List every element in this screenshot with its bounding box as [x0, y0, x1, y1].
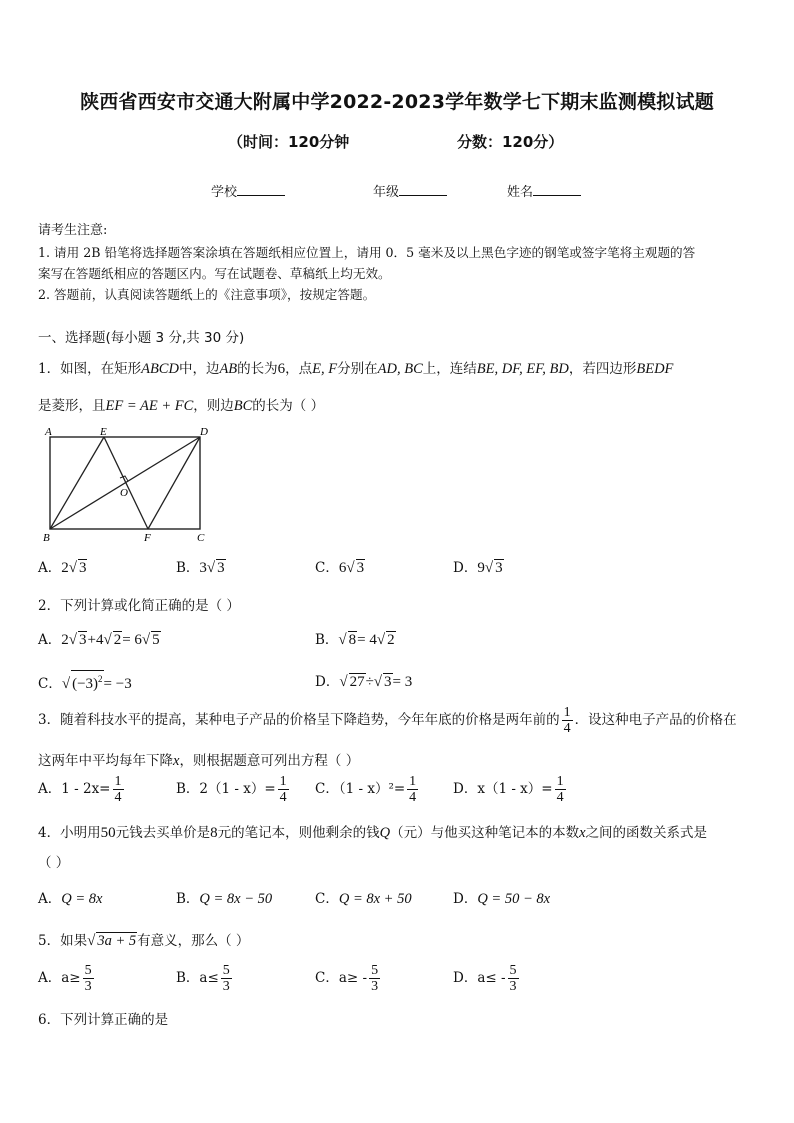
coef: 2	[61, 632, 69, 648]
q2-option-c[interactable]: C．√ $(-3)^2= -3$	[38, 670, 132, 693]
q1-condition: EF = AE + FC	[105, 398, 194, 414]
name-field	[507, 181, 581, 200]
q1-quad: BEDF	[636, 361, 674, 377]
option-expr: （1 - x）²=	[338, 781, 406, 797]
equals: = −3	[103, 676, 132, 692]
q3-variable: x	[173, 753, 180, 769]
option-label: A．	[38, 891, 62, 907]
notice-line-2: 2. 答题前，认真阅读答题纸上的《注意事项》，按规定答题。	[38, 287, 376, 302]
numerator: 1	[556, 774, 564, 789]
radicand: 2	[387, 632, 395, 648]
numerator: 1	[114, 774, 122, 789]
q4-stem-line2: （ ）	[38, 855, 70, 871]
q4-option-c[interactable]	[315, 887, 412, 908]
option-radicand: 3	[495, 560, 503, 576]
option-expr: x（1 - x）=	[477, 781, 553, 797]
option-label: C．	[315, 891, 339, 907]
q3-text: ．设这种电子产品的价格在	[574, 712, 737, 728]
equals: = 3	[392, 674, 413, 690]
numerator: 1	[409, 774, 417, 789]
label-f: F	[144, 532, 151, 544]
option-coef: 9	[477, 560, 485, 576]
q3-option-d[interactable]	[453, 774, 568, 805]
label-a: A	[45, 426, 52, 438]
q1-text: 的长为	[237, 361, 278, 377]
denominator: 3	[84, 979, 92, 994]
equals: = 6	[122, 632, 142, 648]
option-coef: 6	[338, 560, 347, 576]
option-radicand: 3	[356, 560, 365, 576]
grade-field	[373, 181, 447, 200]
q1-side: AB	[219, 361, 238, 377]
numerator: 1	[279, 774, 287, 789]
q1-option-b[interactable]: B．3√ 3	[176, 560, 225, 576]
option-expr: a≤ -	[477, 970, 506, 986]
numerator: 5	[84, 963, 92, 978]
numerator: 5	[509, 963, 517, 978]
q1-text: ，则边	[193, 398, 234, 414]
q4-text: （元）与他买这种笔记本的本数	[390, 825, 580, 841]
option-label: C．	[315, 781, 339, 797]
name-label: 姓名	[507, 185, 534, 200]
q4-variable: Q	[379, 825, 391, 841]
q5-text: 5．如果	[38, 933, 88, 949]
q4-number: 50	[100, 825, 116, 841]
q1-figure	[38, 424, 228, 546]
q1-option-d[interactable]: D．9√ 3	[453, 560, 503, 576]
option-coef: 2	[61, 560, 69, 576]
q1-segments: BE, DF, EF, BD	[476, 361, 569, 377]
label-d: D	[200, 426, 208, 438]
option-label: B．	[176, 560, 200, 576]
q5-option-c[interactable]	[315, 963, 382, 994]
q1-stem-line2	[38, 394, 324, 415]
denominator: 4	[556, 790, 564, 805]
notice-heading: 请考生注意:	[38, 223, 108, 238]
school-blank	[237, 182, 285, 196]
q4-number: 8	[210, 825, 218, 841]
label-c: C	[197, 532, 205, 544]
q3-stem-line2	[38, 749, 359, 770]
q3-text: 3．随着科技水平的提高，某种电子产品的价格呈下降趋势，今年年底的价格是两年前的	[38, 712, 560, 728]
q6-stem: 6．下列计算正确的是	[38, 1012, 169, 1028]
q5-radicand: 3a + 5	[97, 933, 137, 949]
q5-option-b[interactable]	[176, 963, 234, 994]
q3-stem-line1	[38, 705, 737, 736]
option-label: A．	[38, 560, 62, 576]
q1-text: ，点	[285, 361, 313, 377]
option-label: D．	[315, 674, 340, 690]
segment-be	[50, 437, 104, 529]
option-expr: a≥	[61, 970, 81, 986]
q1-text: 上，连结	[422, 361, 477, 377]
q1-length: 6	[277, 361, 286, 377]
option-radicand: 3	[217, 560, 225, 576]
denominator: 3	[222, 979, 230, 994]
q1-text: ，若四边形	[568, 361, 637, 377]
page-title: 陕西省西安市交通大附属中学2022-2023学年数学七下期末监测模拟试题	[80, 91, 714, 113]
denominator: 3	[371, 979, 379, 994]
exam-score: 分数：120分）	[457, 133, 564, 151]
option-label: A．	[38, 632, 62, 648]
option-coef: 3	[199, 560, 207, 576]
option-expr: a≤	[199, 970, 219, 986]
option-label: B．	[176, 891, 200, 907]
q2-stem: 2．下列计算或化简正确的是（ ）	[38, 598, 240, 614]
radicand: 2	[113, 632, 122, 648]
q4-option-a[interactable]	[38, 887, 102, 908]
q2-option-b[interactable]: B．√ 8= 4√ 2	[315, 632, 395, 648]
numerator: 5	[371, 963, 379, 978]
segment-bd	[50, 437, 200, 529]
grade-label: 年级	[373, 185, 400, 200]
option-label: B．	[176, 970, 200, 986]
operator: ÷	[365, 674, 374, 690]
radicand: 8	[348, 632, 357, 648]
q5-stem: 5．如果√ 3a + 5有意义，那么（ ）	[38, 933, 250, 949]
q1-target-side: BC	[233, 398, 253, 414]
q4-text: 元的笔记本，则他剩余的钱	[217, 825, 380, 841]
q2-option-a[interactable]: A．2√ 3+4√ 2= 6√ 5	[38, 632, 160, 648]
option-label: A．	[38, 781, 62, 797]
radicand: (−3)	[72, 676, 99, 692]
equals: = 4	[357, 632, 377, 648]
option-expr: Q = 8x	[61, 891, 103, 907]
option-expr: Q = 8x + 50	[338, 891, 412, 907]
q3-text: ，则根据题意可列出方程（ ）	[179, 753, 360, 769]
option-radicand: 3	[78, 560, 87, 576]
label-e: E	[100, 426, 107, 438]
option-label: B．	[315, 632, 339, 648]
q2-option-d[interactable]: D．√ 27÷√ 3= 3	[315, 674, 413, 690]
q1-option-c[interactable]: C．6√ 3	[315, 560, 365, 576]
q3-option-b[interactable]	[176, 774, 291, 805]
option-label: D．	[453, 970, 478, 986]
option-expr: a≥ -	[338, 970, 368, 986]
grade-blank	[399, 182, 447, 196]
name-blank	[533, 182, 581, 196]
q3-text: 这两年中平均每年下降	[38, 753, 173, 769]
denominator: 4	[409, 790, 417, 805]
q4-text: 之间的函数关系式是	[585, 825, 708, 841]
q4-stem-line1	[38, 821, 707, 842]
option-label: D．	[453, 560, 478, 576]
q1-rect-name: ABCD	[141, 361, 179, 377]
radicand: 3	[78, 632, 87, 648]
q1-sides: AD, BC	[377, 361, 423, 377]
option-expr: 2（1 - x）=	[199, 781, 276, 797]
exponent: 2	[98, 674, 103, 684]
q1-stem-line1	[38, 357, 673, 378]
q5-option-a[interactable]	[38, 963, 96, 994]
denominator: 4	[114, 790, 122, 805]
radicand: 3	[384, 674, 392, 690]
school-field	[211, 181, 285, 200]
option-label: A．	[38, 970, 62, 986]
q1-number: 1．如图，在矩形	[38, 361, 142, 377]
q3-option-a[interactable]	[38, 774, 126, 805]
option-label: B．	[176, 781, 200, 797]
numerator: 1	[563, 705, 571, 720]
q5-option-d[interactable]	[453, 963, 521, 994]
q3-option-c[interactable]	[315, 774, 420, 805]
option-expr: Q = 8x − 50	[199, 891, 273, 907]
q4-option-d[interactable]	[453, 887, 550, 908]
q4-text: 元钱去买单价是	[115, 825, 211, 841]
section-heading: 一、选择题(每小题 3 分,共 30 分)	[38, 330, 245, 346]
option-label: D．	[453, 781, 478, 797]
radicand: 5	[152, 632, 160, 648]
segment-fd	[148, 437, 200, 529]
option-label: C．	[315, 970, 339, 986]
q1-text: 的长为（ ）	[252, 398, 325, 414]
label-b: B	[43, 532, 50, 544]
notice-line-1b: 案写在答题纸相应的答题区内。写在试题卷、草稿纸上均无效。	[38, 266, 391, 281]
q3-fraction	[562, 705, 573, 736]
q4-variable: x	[579, 825, 586, 841]
radicand: 27	[349, 674, 365, 690]
option-expr: Q = 50 − 8x	[477, 891, 551, 907]
q1-text: 分别在	[337, 361, 378, 377]
q1-option-a[interactable]: A．2√ 3	[38, 560, 87, 576]
q4-option-b[interactable]	[176, 887, 272, 908]
denominator: 4	[563, 721, 571, 736]
option-expr: 1 - 2x=	[61, 781, 111, 797]
q5-text: 有意义，那么（ ）	[137, 933, 250, 949]
exam-time: （时间：120分钟	[228, 133, 350, 151]
q1-text: 是菱形，且	[38, 398, 106, 414]
school-label: 学校	[211, 185, 238, 200]
label-o: O	[120, 487, 128, 499]
q1-text: 中，边	[178, 361, 220, 377]
q1-points: E, F	[312, 361, 338, 377]
operator: +4	[87, 632, 104, 648]
notice-line-1a: 1. 请用 2B 铅笔将选择题答案涂填在答题纸相应位置上，请用 0．5 毫米及以上黑色字迹的钢笔或签字笔将主观题的答	[38, 245, 696, 260]
option-label: C．	[38, 676, 62, 692]
option-label: D．	[453, 891, 478, 907]
numerator: 5	[222, 963, 230, 978]
denominator: 3	[509, 979, 517, 994]
option-label: C．	[315, 560, 339, 576]
denominator: 4	[279, 790, 287, 805]
q4-text: 4．小明用	[38, 825, 101, 841]
